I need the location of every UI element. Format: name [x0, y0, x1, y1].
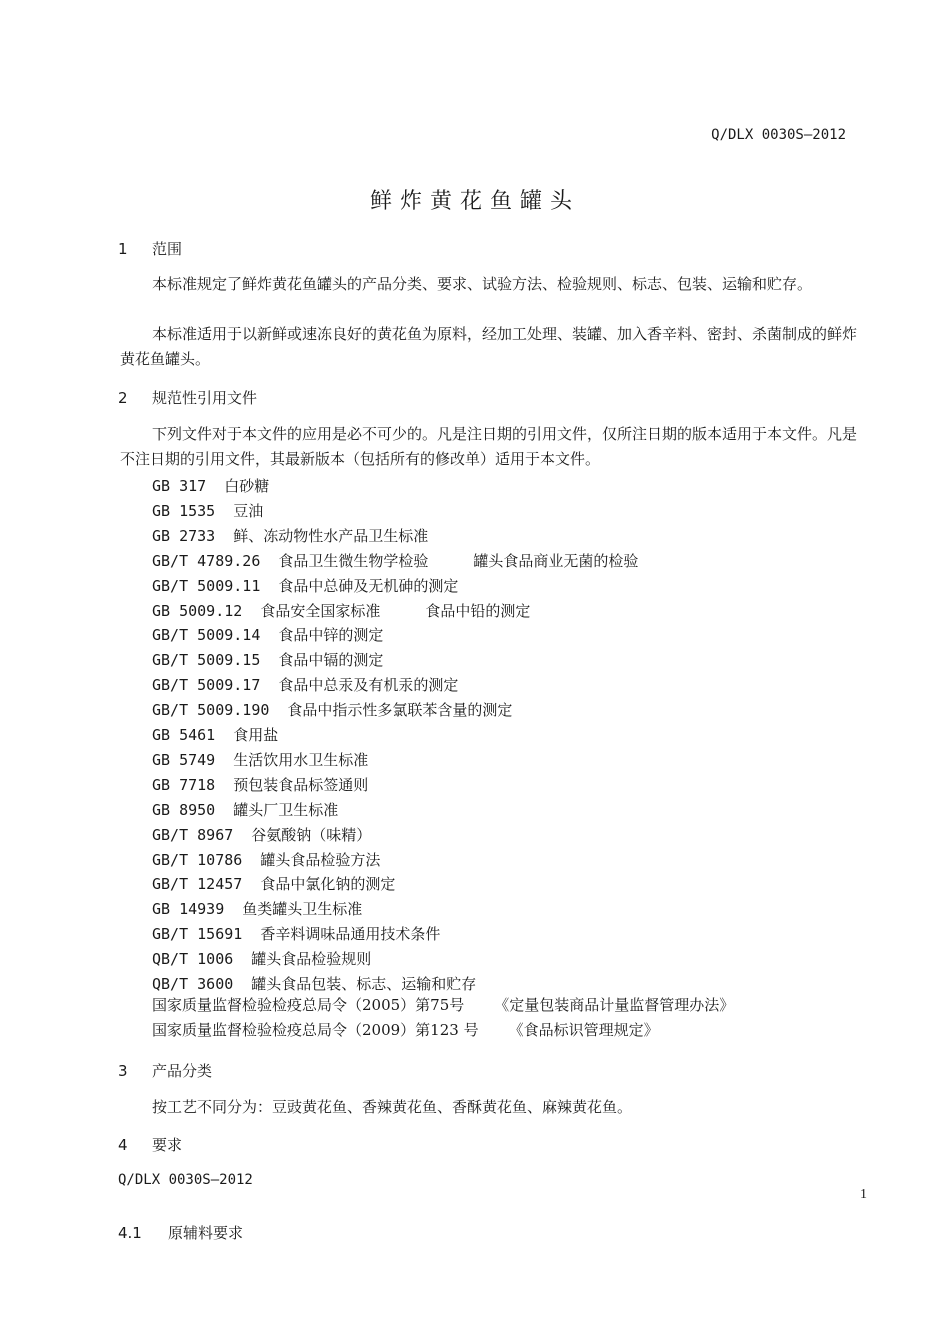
reference-item: [152, 848, 380, 873]
reference-item: [152, 773, 368, 798]
reference-code: GB/T 15691: [152, 925, 243, 944]
reference-code: GB 317: [152, 477, 207, 495]
reference-title: 谷氨酸钠（味精）: [251, 825, 372, 844]
regulation-title: 《定量包装商品计量监督管理办法》: [494, 996, 735, 1014]
section-2-heading: [118, 387, 257, 408]
page-number: 1: [860, 1187, 867, 1202]
reference-title: 鲜、冻动物性水产品卫生标准: [233, 526, 429, 545]
reference-item: [152, 524, 428, 549]
reference-item: [152, 698, 512, 723]
reference-title: 豆油: [233, 501, 264, 520]
reference-code: GB 5009.12: [152, 601, 243, 620]
regulation-item: [152, 1018, 659, 1043]
reference-code: GB 5461: [152, 726, 216, 744]
reference-item: [152, 798, 338, 823]
reference-item: [152, 474, 269, 499]
regulation-title: 《食品标识管理规定》: [508, 1021, 659, 1039]
section-title: 范围: [152, 240, 183, 258]
reference-item: [152, 549, 638, 574]
reference-item: [152, 872, 395, 897]
reference-title: 罐头食品包装、标志、运输和贮存: [251, 975, 477, 993]
section-number: 3: [118, 1062, 128, 1080]
reference-code: GB/T 4789.26: [152, 551, 261, 570]
reference-title: 食品中指示性多氯联苯含量的测定: [287, 701, 513, 720]
regulation-text: 国家质量监督检验检疫总局令（2009）第123 号: [152, 1021, 479, 1039]
reference-title: 食品中镉的测定: [278, 651, 384, 670]
reference-title: 食品中锌的测定: [278, 626, 384, 645]
reference-item: [152, 922, 440, 947]
reference-item: [152, 648, 383, 673]
reference-title: 罐头食品检验规则: [251, 950, 372, 969]
reference-code: GB/T 8967: [152, 825, 234, 844]
reference-code: GB/T 5009.17: [152, 676, 261, 695]
reference-code: GB 7718: [152, 775, 216, 794]
section-number: 1: [118, 240, 128, 258]
section-number: 4: [118, 1136, 128, 1154]
reference-code: QB/T 1006: [152, 950, 234, 969]
reference-item: [152, 723, 278, 748]
section-1-heading: [118, 238, 182, 259]
reference-item: [152, 574, 458, 599]
reference-item: [152, 623, 383, 648]
section-2-intro: 下列文件对于本文件的应用是必不可少的。凡是注日期的引用文件，仅所注日期的版本适用于本文件。凡是不注日期的引用文件，其最新版本（包括所有的修改单）适用于本文件。: [120, 425, 858, 468]
reference-title: 食品安全国家标准 食品中铅的测定: [260, 601, 531, 620]
section-title: 原辅料要求: [168, 1224, 244, 1242]
reference-title: 食品中总砷及无机砷的测定: [278, 576, 459, 595]
reference-title: 生活饮用水卫生标准: [233, 750, 369, 769]
regulation-text: 国家质量监督检验检疫总局令（2005）第75号: [152, 996, 465, 1014]
reference-title: 香辛料调味品通用技术条件: [260, 925, 441, 944]
section-3-paragraph: 按工艺不同分为：豆豉黄花鱼、香辣黄花鱼、香酥黄花鱼、麻辣黄花鱼。: [152, 1098, 633, 1116]
section-number: 2: [118, 389, 128, 407]
reference-item: [152, 599, 530, 624]
reference-title: 鱼类罐头卫生标准: [242, 900, 363, 919]
reference-code: GB/T 5009.190: [152, 701, 270, 720]
reference-code: GB/T 5009.14: [152, 626, 261, 645]
section-1-paragraph-2: 本标准适用于以新鲜或速冻良好的黄花鱼为原料，经加工处理、装罐、加入香辛料、密封、杀菌制成的鲜炸黄花鱼罐头。: [120, 325, 858, 368]
section-4-1-heading: [118, 1222, 243, 1243]
reference-code: QB/T 3600: [152, 975, 234, 993]
reference-item: [152, 748, 368, 773]
reference-code: GB/T 10786: [152, 850, 243, 869]
footer-doc-code: Q/DLX 0030S—2012: [118, 1172, 253, 1188]
reference-title: 罐头厂卫生标准: [233, 800, 339, 819]
reference-item: [152, 947, 371, 972]
section-title: 产品分类: [152, 1062, 213, 1080]
reference-code: GB/T 12457: [152, 875, 243, 894]
reference-item: [152, 673, 458, 698]
section-title: 要求: [152, 1136, 183, 1154]
reference-code: GB/T 5009.15: [152, 651, 261, 670]
reference-title: 白砂糖: [224, 477, 270, 495]
section-1-paragraph-1: 本标准规定了鲜炸黄花鱼罐头的产品分类、要求、试验方法、检验规则、标志、包装、运输和贮存。: [152, 275, 813, 293]
reference-item: [152, 499, 263, 524]
section-title: 规范性引用文件: [152, 389, 258, 407]
section-number: 4.1: [118, 1224, 142, 1242]
section-3-heading: [118, 1060, 212, 1081]
regulation-item: [152, 993, 734, 1018]
reference-code: GB 8950: [152, 800, 216, 819]
document-title: 鲜炸黄花鱼罐头: [369, 189, 580, 214]
reference-title: 食品卫生微生物学检验 罐头食品商业无菌的检验: [278, 551, 639, 570]
reference-title: 食品中总汞及有机汞的测定: [278, 676, 459, 695]
reference-title: 预包装食品标签通则: [233, 775, 369, 794]
reference-item: [152, 823, 371, 848]
reference-code: GB/T 5009.11: [152, 576, 261, 595]
header-doc-code: Q/DLX 0030S—2012: [711, 127, 846, 143]
reference-title: 罐头食品检验方法: [260, 850, 381, 869]
reference-code: GB 2733: [152, 526, 216, 545]
reference-title: 食用盐: [233, 726, 279, 744]
reference-code: GB 5749: [152, 750, 216, 769]
reference-item: [152, 897, 362, 922]
section-4-heading: [118, 1134, 182, 1155]
reference-title: 食品中氯化钠的测定: [260, 875, 396, 894]
reference-code: GB 14939: [152, 900, 225, 919]
reference-code: GB 1535: [152, 501, 216, 520]
